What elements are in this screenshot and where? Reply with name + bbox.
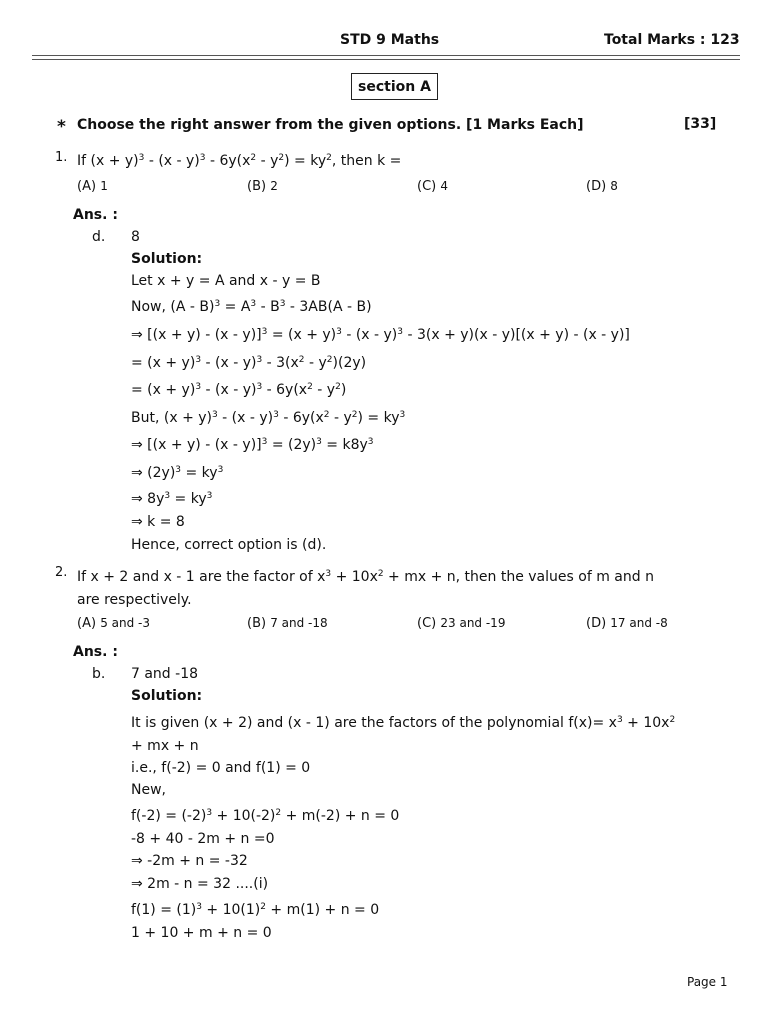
q2-solution-line: $f(-2) = (-2)^3 + 10(-2)^2 + m(-2) + n = 0$ [131, 808, 400, 824]
q2-solution-line: ⇒ 2m - n = 32 ....(i) [131, 876, 269, 892]
q1-option-d[interactable] [586, 179, 618, 194]
option-label: (A) [77, 616, 97, 631]
q2-solution-line: 1 + 10 + m + n = 0 [131, 925, 272, 941]
option-value: 1 [100, 179, 108, 193]
q1-solution-line: = $(x + y)^3 - (x - y)^3 - 6y(x^2 - y^2)$ [131, 382, 347, 398]
q2-solution-line: It is given (x + 2) and (x - 1) are the factors of the polynomial $f(x)= x^3 + 10x^2$ [131, 715, 676, 731]
q1-solution-line: ⇒ $[(x + y) - (x - y)]^3 = (2y)^3 = k8y^3$ [131, 437, 374, 453]
option-value: 2 [270, 179, 278, 193]
q1-solution-line: = $(x + y)^3 - (x - y)^3 - 3(x^2 - y^2)(2y)$ [131, 355, 367, 371]
q2-option-d[interactable] [586, 616, 668, 631]
subject-title: STD 9 Maths [340, 32, 440, 48]
q1-answer-letter: d. [92, 229, 106, 245]
option-label: (D) [586, 616, 607, 631]
q1-solution-line: Now, $(A - B)^3 = A^3 - B^3 - 3AB(A - B)$ [131, 299, 372, 315]
option-label: (C) [417, 616, 437, 631]
instruction-text: Choose the right answer from the given options. [1 Marks Each] [77, 117, 584, 133]
q1-solution-line: ⇒ $8y^3 = ky^3$ [131, 491, 213, 507]
q2-option-c[interactable] [417, 616, 505, 631]
q2-solution-line: $f(1) = (1)^3 + 10(1)^2 + m(1) + n = 0$ [131, 902, 380, 918]
q1-solution-line: ⇒ $(2y)^3 = ky^3$ [131, 465, 224, 481]
option-value: 23 and -19 [440, 616, 506, 630]
option-value: 8 [610, 179, 618, 193]
instruction-star: * [57, 117, 66, 137]
q1-solution-line: ⇒ $[(x + y) - (x - y)]^3 = (x + y)^3 - (x - y)^3 - 3(x + y)(x - y)[(x + y) - (x - y)]$ [131, 327, 630, 343]
question-2-text-cont: are respectively. [77, 592, 192, 608]
q2-solution-line: + mx + n [131, 738, 199, 754]
header-rule-bottom [32, 59, 740, 60]
q2-solution-label: Solution: [131, 688, 203, 704]
q1-answer-value: 8 [131, 229, 140, 245]
q2-solution-line: -8 + 40 - 2m + n =0 [131, 831, 275, 847]
q2-answer-value: 7 and -18 [131, 666, 199, 682]
q1-option-a[interactable] [77, 179, 108, 194]
q1-option-b[interactable] [247, 179, 278, 194]
option-value: 7 and -18 [270, 616, 328, 630]
q1-answer-label: Ans. : [73, 207, 118, 223]
q1-solution-label: Solution: [131, 251, 203, 267]
q2-option-b[interactable] [247, 616, 328, 631]
option-value: 5 and -3 [100, 616, 150, 630]
q2-answer-label: Ans. : [73, 644, 118, 660]
option-label: (B) [247, 616, 267, 631]
option-label: (A) [77, 179, 97, 194]
option-value: 4 [440, 179, 449, 193]
q1-solution-line: But, $(x + y)^3 - (x - y)^3 - 6y(x^2 - y^2) = ky^3$ [131, 410, 406, 426]
q1-solution-line: Let x + y = A and x - y = B [131, 273, 321, 289]
question-1-text: If $(x + y)^3 - (x - y)^3 - 6y(x^2 - y^2) = ky^2$, then k = [77, 153, 402, 169]
total-marks: Total Marks : 123 [604, 32, 740, 48]
q2-solution-line: i.e., f(-2) = 0 and f(1) = 0 [131, 760, 311, 776]
option-value: 17 and -8 [610, 616, 668, 630]
section-title [351, 73, 438, 100]
question-number-1: 1. [55, 150, 68, 165]
page-number: Page 1 [687, 975, 728, 989]
question-number-2: 2. [55, 565, 68, 580]
instruction-marks: [33] [684, 116, 717, 132]
q1-solution-line: Hence, correct option is (d). [131, 537, 327, 553]
section-title-text: section A [358, 78, 431, 95]
q2-answer-letter: b. [92, 666, 106, 682]
question-2-text: If x + 2 and x - 1 are the factor of $x^3 + 10x^2$ + mx + n, then the values of m and n [77, 569, 654, 585]
option-label: (B) [247, 179, 267, 194]
option-label: (D) [586, 179, 607, 194]
q2-option-a[interactable] [77, 616, 150, 631]
q2-solution-line: New, [131, 782, 166, 798]
q1-option-c[interactable] [417, 179, 448, 194]
header-rule-top [32, 55, 740, 56]
q2-solution-line: ⇒ -2m + n = -32 [131, 853, 248, 869]
option-label: (C) [417, 179, 437, 194]
q1-solution-line: ⇒ k = 8 [131, 514, 185, 530]
